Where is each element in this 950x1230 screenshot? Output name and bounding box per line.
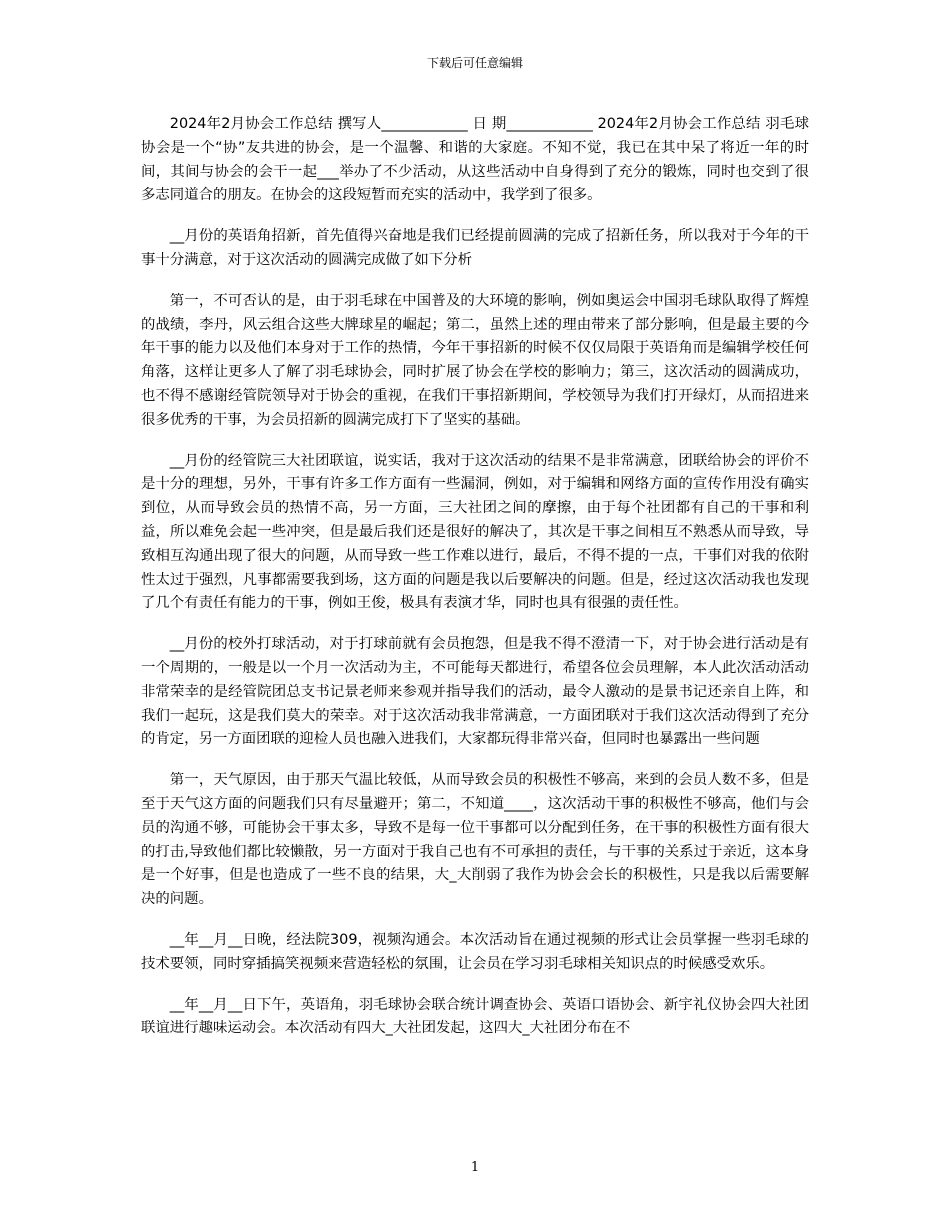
paragraph-sports-meet: __年__月__日下午，英语角，羽毛球协会联合统计调查协会、英语口语协会、新宇礼仪协会四大社团联谊进行趣味运动会。本次活动有四大_大社团发起，这四大_大社团分布在不	[141, 996, 809, 1037]
paragraph-club-union: __月份的经管院三大社团联谊，说实话，我对于这次活动的结果不是非常满意，团联给协会的评价不是十分的理想，另外，干事有许多工作方面有一些漏洞，例如，对于编辑和网络方面的宣传作用没有确实到位，从而导致会员的热情不高，另一方面，三大社团之间的摩擦，由于每个社团都有自己的干事和利益，所以难免会起一些冲突，但是最后我们还是很好的解决了，其次是干事之间相互不熟悉从而导致，导致相互沟通出现了很大的问题，从而导致一些工作难以进行，最后，不得不提的一点，干事们对我的依附性太过于强烈，凡事都需要我到场，这方面的问题是我以后要解决的问题。但是，经过这次活动我也发现了几个有责任有能力的干事，例如王俊，极具有表演才华，同时也具有很强的责任性。	[141, 452, 809, 612]
paragraph-intro: 2024年2月协会工作总结 撰写人____________ 日 期____________ 2024年2月协会工作总结 羽毛球协会是一个“协”友共进的协会，是一个温馨、和谐的大家庭。不知不觉，我已在其中呆了将近一年的时间，其间与协会的会干一起___举办了不少活动，从这些活动中自身得到了充分的锻炼，同时也交到了很多志同道合的朋友。在协会的这段短暂而充实的活动中，我学到了很多。	[141, 116, 809, 204]
page-number: 1	[470, 1160, 480, 1175]
paragraph-recruitment: __月份的英语角招新，首先值得兴奋地是我们已经提前圆满的完成了招新任务，所以我对于今年的干事十分满意，对于这次活动的圆满完成做了如下分析	[141, 228, 809, 268]
page-header: 下载后可任意编辑	[426, 56, 523, 70]
paragraph-video-meeting: __年__月__日晚，经法院309，视频沟通会。本次活动旨在通过视频的形式让会员掌握一些羽毛球的技术要领，同时穿插搞笑视频来营造轻松的氛围，让会员在学习羽毛球相关知识点的时候感受欢乐。	[141, 931, 809, 972]
paragraph-outdoor-activity: __月份的校外打球活动，对于打球前就有会员抱怨，但是我不得不澄清一下，对于协会进行活动是有一个周期的，一般是以一个月一次活动为主，不可能每天都进行，希望各位会员理解，本人此次活动活动非常荣幸的是经管院团总支书记景老师来参观并指导我们的活动，最令人激动的是景书记还亲自上阵，和我们一起玩，这是我们莫大的荣幸。对于这次活动我非常满意，一方面团联对于我们这次活动得到了充分的肯定，另一方面团联的迎检人员也融入进我们，大家都玩得非常兴奋，但同时也暴露出一些问题	[141, 636, 809, 748]
paragraph-analysis: 第一，不可否认的是，由于羽毛球在中国普及的大环境的影响，例如奥运会中国羽毛球队取得了辉煌的战绩，李丹，风云组合这些大牌球星的崛起；第二，虽然上述的理由带来了部分影响，但是最主要的今年干事的能力以及他们本身对于工作的热情，今年干事招新的时候不仅仅局限于英语角而是编辑学校任何角落，这样让更多人了解了羽毛球协会，同时扩展了协会在学校的影响力；第三，这次活动的圆满成功，也不得不感谢经管院领导对于协会的重视，在我们干事招新期间，学校领导为我们打开绿灯，从而招进来很多优秀的干事，为会员招新的圆满完成打下了坚实的基础。	[141, 292, 809, 428]
document-body	[141, 113, 809, 1058]
paragraph-problems: 第一，天气原因，由于那天气温比较低，从而导致会员的积极性不够高，来到的会员人数不多，但是至于天气这方面的问题我们只有尽量避开；第二，不知道____，这次活动干事的积极性不够高，他们与会员的沟通不够，可能协会干事太多，导致不是每一位干事都可以分配到任务，在干事的积极性方面有很大的打击,导致他们都比较懒散，另一方面对于我自己也有不可承担的责任，与干事的关系过于亲近，这本身是一个好事，但是也造成了一些不良的结果，大_大削弱了我作为协会会长的积极性，只是我以后需要解决的问题。	[141, 772, 809, 908]
